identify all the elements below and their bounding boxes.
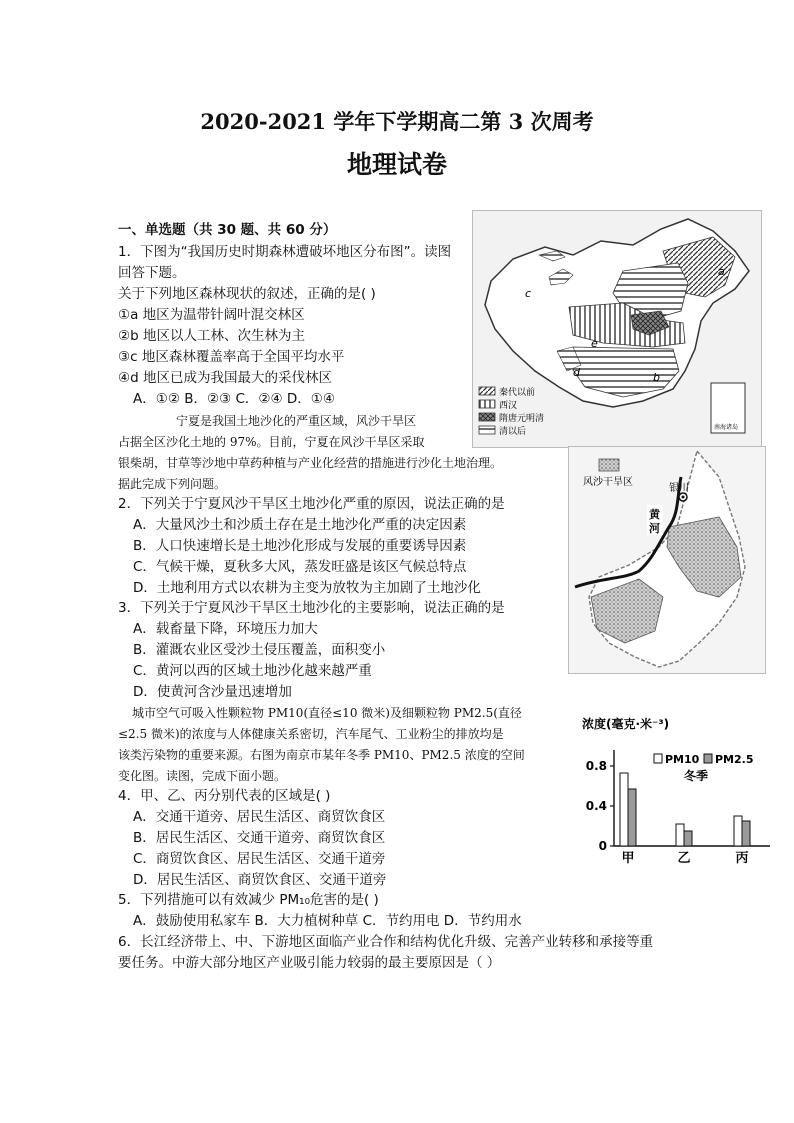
y-tick-label: 0.8	[585, 759, 607, 773]
legend-pm25-label: PM2.5	[715, 753, 754, 766]
legend-swatch-3	[479, 413, 495, 421]
q1-options: A．①② B．②③ C．②④ D．①④	[133, 391, 336, 407]
intro4-line4: 变化图。读图，完成下面小题。	[118, 769, 287, 783]
chart-legend	[654, 753, 754, 783]
q6-line2: 要任务。中游大部分地区产业吸引能力较弱的最主要原因是（ ）	[118, 955, 501, 971]
q2-option-b: B．人口快速增长是土地沙化形成与发展的重要诱导因素	[133, 538, 467, 554]
legend-pm25-swatch	[704, 754, 712, 763]
forest-destruction-map	[472, 210, 762, 448]
map-letter-e: e	[591, 337, 598, 350]
bar-pm10	[676, 824, 684, 846]
subject-title: 地理试卷	[346, 150, 447, 179]
south-sea-label: 南海诸岛	[714, 424, 739, 431]
map-letter-c: c	[525, 287, 532, 300]
legend-pm10-swatch	[654, 754, 662, 763]
q4-option-b: B．居民生活区、交通干道旁、商贸饮食区	[133, 830, 386, 846]
q1-question: 关于下列地区森林现状的叙述，正确的是( )	[118, 286, 376, 302]
q4-option-d: D．居民生活区、商贸饮食区、交通干道旁	[133, 872, 387, 888]
q1-stem-line2: 回答下题。	[118, 265, 186, 281]
map-letter-a: a	[718, 265, 725, 278]
river-char-2: 河	[649, 522, 660, 535]
q3-option-d: D．使黄河含沙量迅速增加	[133, 684, 292, 700]
pm-chart-svg	[580, 712, 776, 868]
legend-swatch-4	[479, 426, 495, 434]
q1-item-4: ④d 地区已成为我国最大的采伐林区	[118, 370, 332, 386]
q1-item-1: ①a 地区为温带针阔叶混交林区	[118, 307, 305, 323]
pm-chart	[580, 712, 776, 868]
q2-stem: 2．下列关于宁夏风沙干旱区土地沙化严重的原因，说法正确的是	[118, 496, 505, 512]
q6-line1: 6．长江经济带上、中、下游地区面临产业合作和结构优化升级、完善产业转移和承接等重	[118, 934, 654, 950]
legend-swatch-2	[479, 400, 495, 408]
chart-title: 冬季	[684, 769, 709, 783]
q4-option-c: C．商贸饮食区、居民生活区、交通干道旁	[133, 851, 386, 867]
bar-pm25	[628, 789, 636, 846]
y-tick-label: 0.4	[585, 799, 607, 813]
intro2-line4: 据此完成下列问题。	[118, 477, 227, 491]
bar-pm10	[734, 816, 742, 846]
q5-options: A．鼓励使用私家车 B．大力植树种草 C．节约用电 D．节约用水	[133, 913, 522, 929]
bar-pm25	[684, 831, 692, 846]
q1-stem-line1: 1．下图为“我国历史时期森林遭破坏地区分布图”。读图	[118, 244, 452, 260]
q3-stem: 3．下列关于宁夏风沙干旱区土地沙化的主要影响，说法正确的是	[118, 600, 505, 616]
x-category-label: 乙	[677, 851, 691, 866]
intro2-line1: 宁夏是我国土地沙化的严重区域，风沙干旱区	[176, 414, 417, 428]
q1-item-2: ②b 地区以人工林、次生林为主	[118, 328, 305, 344]
ningxia-map-figure	[569, 447, 765, 673]
map-letter-b: b	[653, 371, 660, 384]
q4-option-a: A．交通干道旁、居民生活区、商贸饮食区	[133, 809, 386, 825]
legend-label-3: 隋唐元明清	[499, 414, 545, 424]
q5-stem: 5．下列措施可以有效减少 PM₁₀危害的是( )	[118, 892, 379, 908]
intro4-line1: 城市空气可吸入性颗粒物 PM10(直径≤10 微米)及细颗粒物 PM2.5(直径	[132, 706, 522, 720]
q2-option-d: D．土地利用方式以农耕为主变为放牧为主加剧了土地沙化	[133, 580, 481, 596]
q4-stem: 4．甲、乙、丙分别代表的区域是( )	[118, 788, 331, 804]
bar-pm10	[620, 773, 628, 846]
intro2-line2: 占据全区沙化土地的 97%。目前，宁夏在风沙干旱区采取	[118, 435, 425, 449]
q1-item-3: ③c 地区森林覆盖率高于全国平均水平	[118, 349, 345, 365]
arid-legend-swatch	[599, 459, 619, 471]
q3-option-b: B．灌溉农业区受沙土侵压覆盖，面积变小	[133, 642, 386, 658]
ningxia-map	[568, 446, 766, 674]
intro2-line3: 银柴胡，甘草等沙地中草药种植与产业化经营的措施进行沙化土地治理。	[118, 456, 503, 470]
chart-ylabel: 浓度(毫克·米⁻³)	[582, 717, 670, 731]
q2-option-c: C．气候干燥，夏秋多大风，蒸发旺盛是该区气候总特点	[133, 559, 467, 575]
yinchuan-dot-icon	[682, 496, 685, 499]
legend-pm10-label: PM10	[665, 753, 700, 766]
y-tick-label: 0	[598, 839, 607, 853]
bar-pm25	[742, 821, 750, 846]
legend-label-4: 清以后	[499, 427, 527, 437]
map-letter-d: d	[573, 366, 580, 379]
q3-option-c: C．黄河以西的区域土地沙化越来越严重	[133, 663, 372, 679]
section-heading: 一、单选题（共 30 题、共 60 分）	[118, 222, 337, 238]
exam-title: 2020-2021 学年下学期高二第 3 次周考	[200, 109, 594, 134]
intro4-line2: ≤2.5 微米)的浓度与人体健康关系密切，汽车尾气、工业粉尘的排放均是	[118, 727, 504, 741]
q3-option-a: A．载畜量下降，环境压力加大	[133, 621, 318, 637]
legend-swatch-1	[479, 387, 495, 395]
x-category-label: 甲	[621, 851, 635, 866]
river-char-1: 黄	[649, 508, 660, 521]
city-label: 银川	[669, 483, 689, 494]
legend-label-2: 西汉	[499, 401, 518, 411]
legend-label-1: 秦代以前	[499, 388, 536, 398]
china-map-figure	[473, 211, 761, 447]
intro4-line3: 该类污染物的重要来源。右图为南京市某年冬季 PM10、PM2.5 浓度的空间	[118, 748, 525, 762]
q2-option-a: A．大量风沙土和沙质土存在是土地沙化严重的决定因素	[133, 517, 467, 533]
arid-legend-label: 风沙干旱区	[583, 477, 633, 488]
x-category-label: 丙	[735, 851, 749, 866]
